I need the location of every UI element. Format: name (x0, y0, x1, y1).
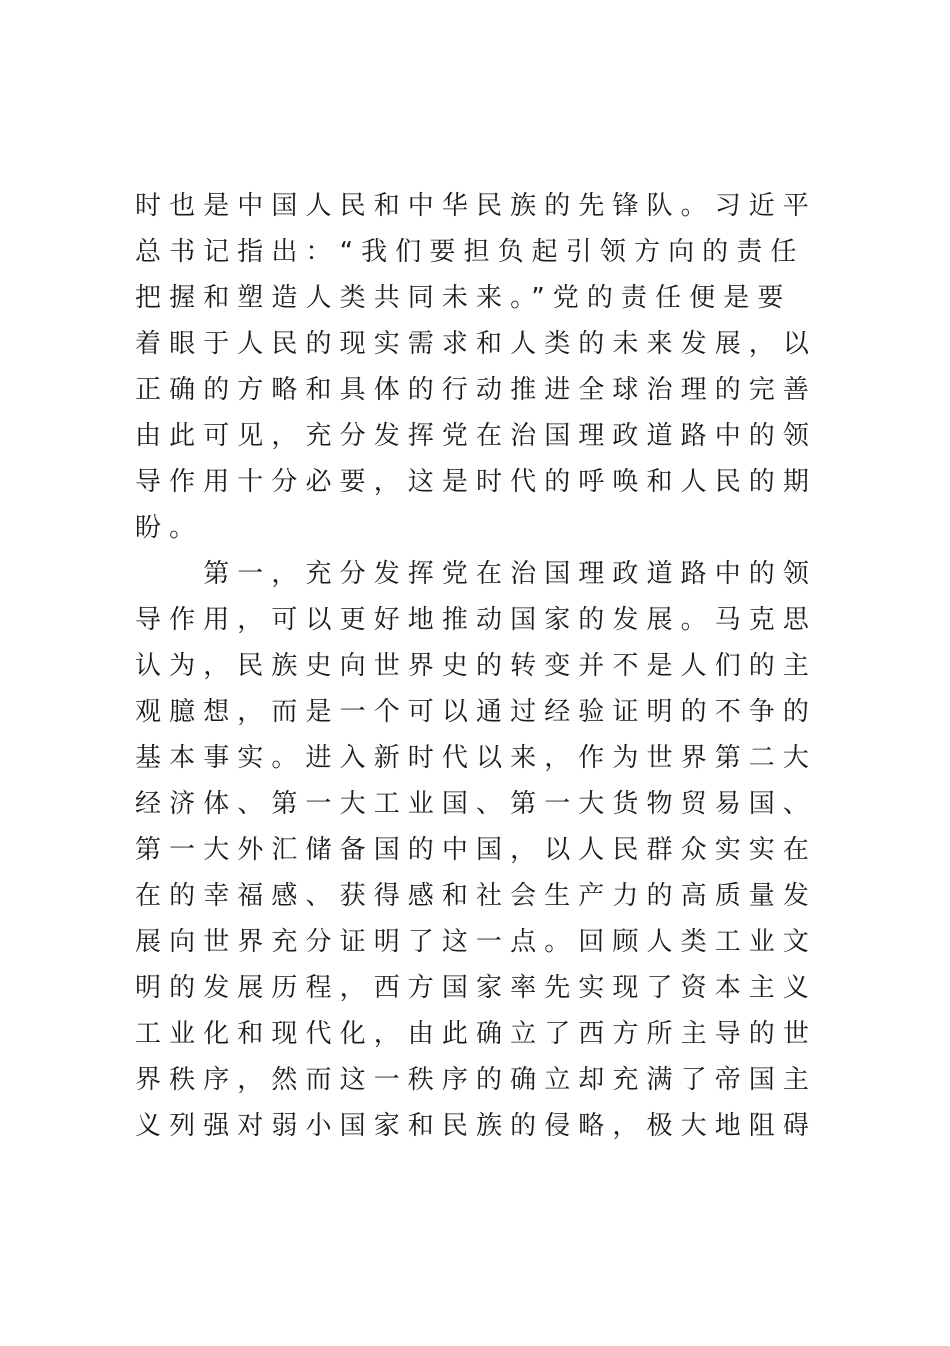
text-line: 正确的方略和具体的行动推进全球治理的完善 (135, 375, 818, 405)
text-line: 工业化和现代化，由此确立了西方所主导的世 (135, 1019, 818, 1049)
text-line: 认为，民族史向世界史的转变并不是人们的主 (135, 651, 818, 681)
text-line: 基本事实。进入新时代以来，作为世界第二大 (135, 743, 818, 773)
text-line: 第一大外汇储备国的中国，以人民群众实实在 (135, 835, 818, 865)
text-line: 观臆想，而是一个可以通过经验证明的不争的 (135, 697, 818, 727)
text-line: 在的幸福感、获得感和社会生产力的高质量发 (135, 881, 818, 911)
paragraph-start-line: 第一，充分发挥党在治国理政道路中的领 (135, 559, 818, 589)
body-text (135, 183, 835, 1149)
text-line: 界秩序，然而这一秩序的确立却充满了帝国主 (135, 1065, 818, 1095)
text-line: 导作用，可以更好地推动国家的发展。马克思 (135, 605, 818, 635)
text-line: 时也是中国人民和中华民族的先锋队。习近平 (135, 191, 818, 221)
text-line: 明的发展历程，西方国家率先实现了资本主义 (135, 973, 818, 1003)
text-line: 由此可见，充分发挥党在治国理政道路中的领 (135, 421, 818, 451)
text-line: 导作用十分必要，这是时代的呼唤和人民的期 (135, 467, 818, 497)
text-line: 盼。 (135, 513, 204, 543)
text-line: 经济体、第一大工业国、第一大货物贸易国、 (135, 789, 818, 819)
text-line: 展向世界充分证明了这一点。回顾人类工业文 (135, 927, 818, 957)
text-line: 着眼于人民的现实需求和人类的未来发展，以 (135, 329, 818, 359)
text-line: 把握和塑造人类共同未来。”党的责任便是要 (135, 283, 792, 313)
text-line: 总书记指出：“我们要担负起引领方向的责任 (135, 237, 805, 267)
text-line: 义列强对弱小国家和民族的侵略，极大地阻碍 (135, 1111, 818, 1141)
